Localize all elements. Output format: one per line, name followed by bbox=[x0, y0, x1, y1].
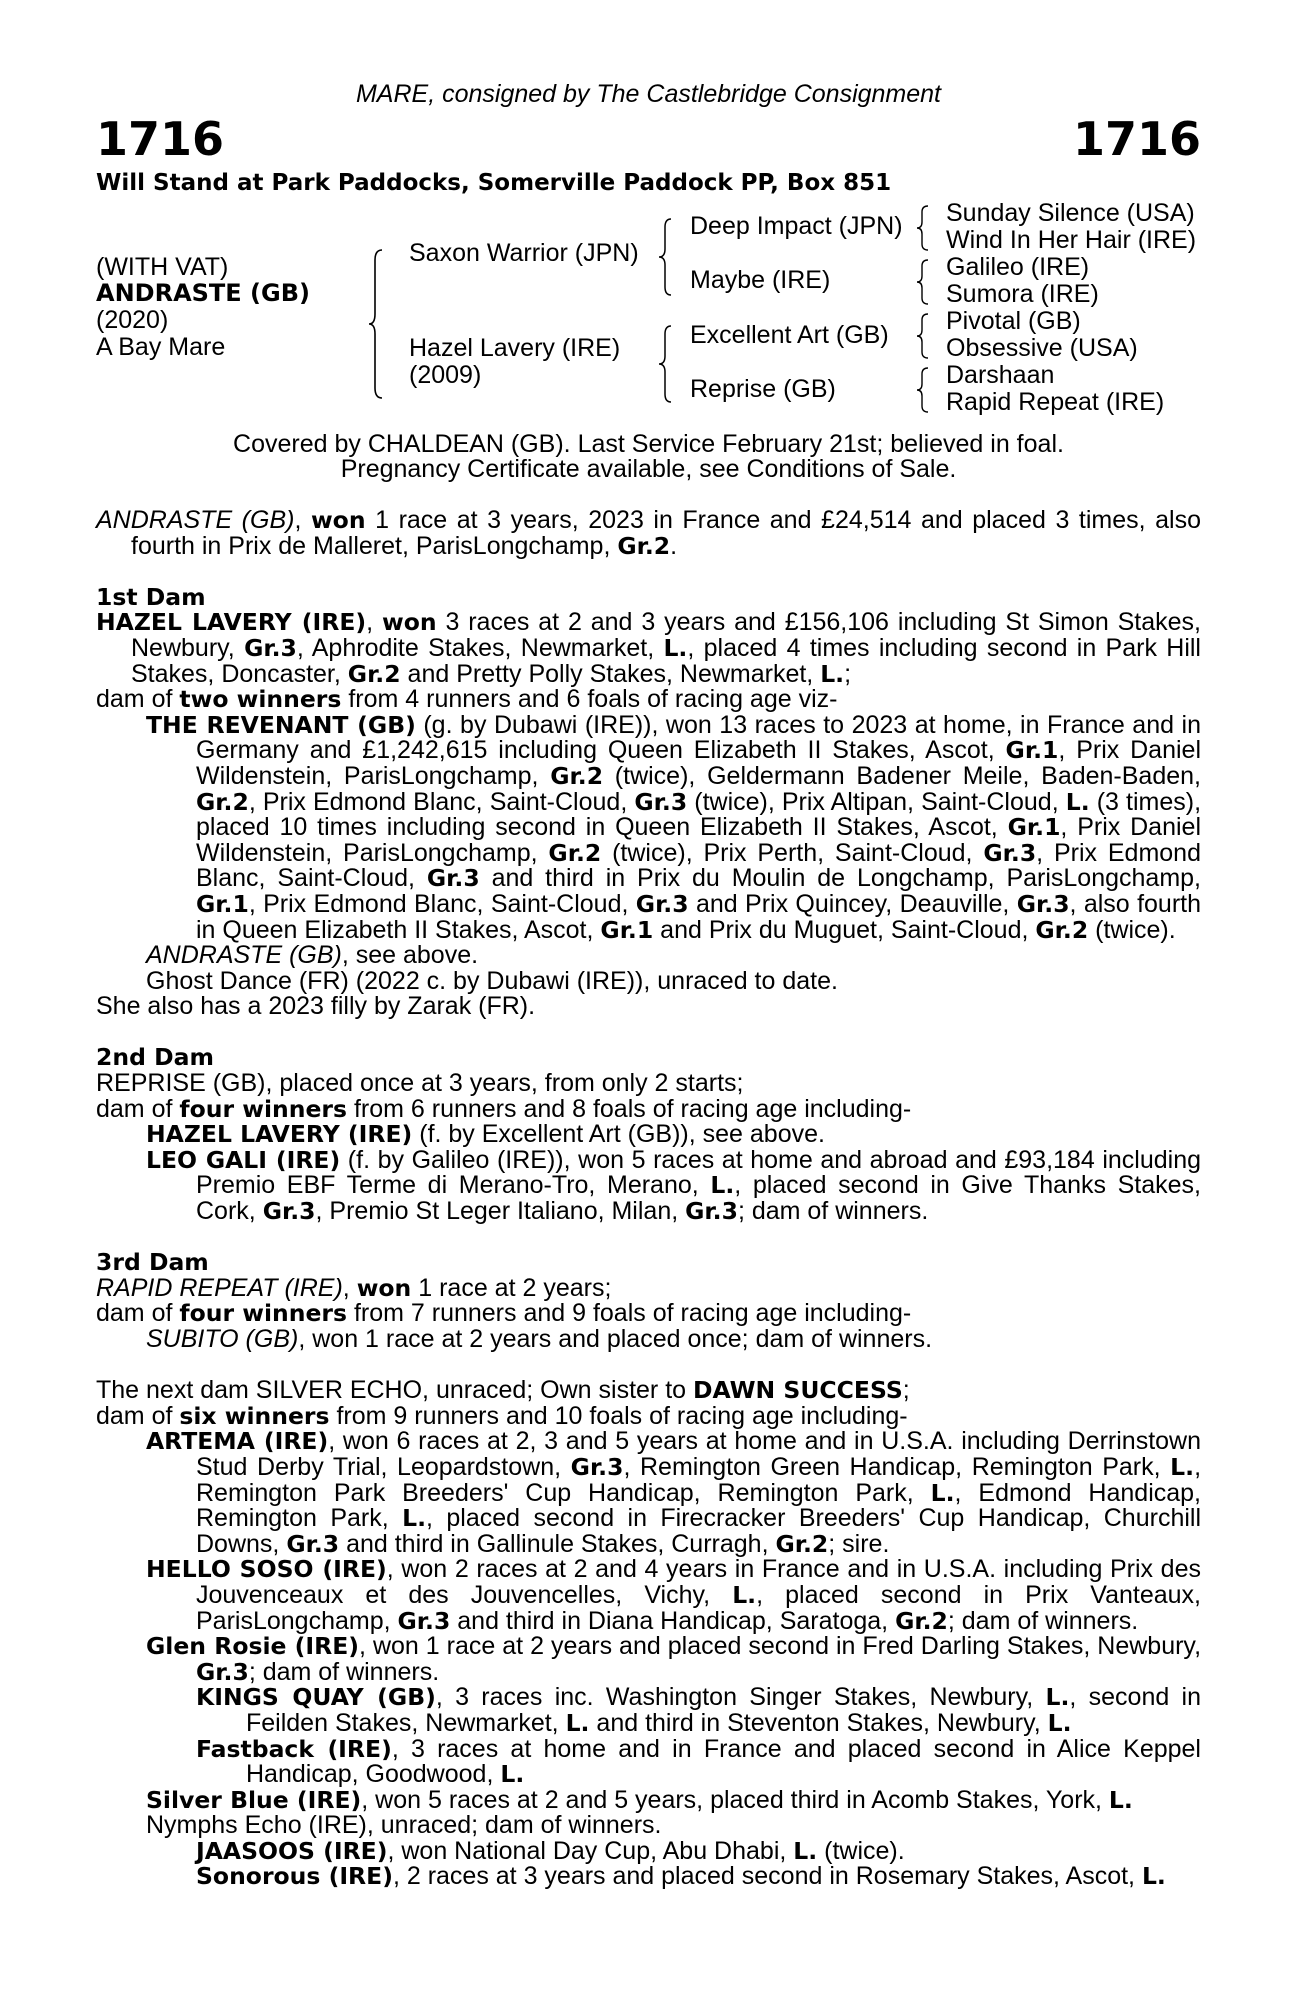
covering-note bbox=[96, 432, 1201, 482]
covering-line: Covered by CHALDEAN (GB). Last Service February 21st; believed in foal. bbox=[233, 430, 1064, 458]
dam-year: (2009) bbox=[409, 361, 482, 389]
brace-g3 bbox=[916, 312, 932, 360]
produce-silver-blue: Silver Blue (IRE), won 5 races at 2 and 5 years, placed third in Acomb Stakes, York, L. bbox=[146, 1785, 1133, 1814]
horse-record: ANDRASTE (GB), won 1 race at 3 years, 2023 in France and £24,514 and placed 3 times, also fourth in Prix de Malleret, ParisLongchamp, Gr.2. bbox=[96, 506, 1201, 560]
next-dam-produce: dam of six winners from 9 runners and 10 foals of racing age including- bbox=[96, 1401, 908, 1430]
horse-year: (2020) bbox=[96, 306, 169, 334]
produce-nymphs-echo: Nymphs Echo (IRE), unraced; dam of winners. bbox=[146, 1811, 662, 1840]
next-dam-record: The next dam SILVER ECHO, unraced; Own sister to DAWN SUCCESS; bbox=[96, 1376, 910, 1405]
lot-number-left: 1716 bbox=[96, 112, 225, 166]
sire-sire: Deep Impact (JPN) bbox=[690, 212, 903, 240]
sire-dam-dam: Sumora (IRE) bbox=[946, 280, 1099, 308]
produce-sonorous: Sonorous (IRE), 2 races at 3 years and placed second in Rosemary Stakes, Ascot, L. bbox=[196, 1862, 1166, 1891]
produce-hello-soso: HELLO SOSO (IRE), won 2 races at 2 and 4 years in France and in U.S.A. including Prix des Jouvenceaux et des Jouvencelles, Vichy, L., placed second in Prix Vanteaux, ParisLongchamp, Gr.3 and third in Diana Handicap, Saratoga, Gr.2; dam of winners. bbox=[146, 1555, 1202, 1635]
first-dam-record: HAZEL LAVERY (IRE), won 3 races at 2 and 3 years and £156,106 including St Simon Stakes, Newbury, Gr.3, Aphrodite Stakes, Newmarket, L., placed 4 times including second in Park Hill Stakes, Doncaster, Gr.2 and Pretty Polly Stakes, Newmarket, L.; bbox=[96, 608, 1201, 688]
stand-location: Will Stand at Park Paddocks, Somerville Paddock PP, Box 851 bbox=[96, 170, 892, 196]
produce-hazel-lavery: HAZEL LAVERY (IRE) (f. by Excellent Art (GB)), see above. bbox=[146, 1120, 825, 1149]
sire-dam: Maybe (IRE) bbox=[690, 266, 831, 294]
dam-dam-dam: Rapid Repeat (IRE) bbox=[946, 388, 1165, 416]
produce-jaasoos: JAASOOS (IRE), won National Day Cup, Abu Dhabi, L. (twice). bbox=[196, 1836, 905, 1865]
first-dam-produce: dam of two winners from 4 runners and 6 foals of racing age viz- bbox=[96, 685, 838, 714]
sire-sire-dam: Wind In Her Hair (IRE) bbox=[946, 226, 1197, 254]
pedigree-table bbox=[96, 200, 1201, 425]
second-dam-produce: dam of four winners from 6 runners and 8 foals of racing age including- bbox=[96, 1094, 912, 1123]
sire-dam-sire: Galileo (IRE) bbox=[946, 253, 1090, 281]
first-dam-heading: 1st Dam bbox=[96, 582, 206, 611]
pregnancy-line: Pregnancy Certificate available, see Conditions of Sale. bbox=[340, 455, 957, 483]
lot-number-right: 1716 bbox=[1072, 112, 1201, 166]
produce-ghost-dance: Ghost Dance (FR) (2022 c. by Dubawi (IRE)), unraced to date. bbox=[146, 966, 838, 995]
dam-sire: Excellent Art (GB) bbox=[690, 321, 889, 349]
dam-dam-sire: Darshaan bbox=[946, 361, 1055, 389]
horse-description: A Bay Mare bbox=[96, 333, 226, 361]
sire: Saxon Warrior (JPN) bbox=[409, 239, 639, 267]
dam: Hazel Lavery (IRE) bbox=[409, 334, 621, 362]
produce-glen-rosie: Glen Rosie (IRE), won 1 race at 2 years and placed second in Fred Darling Stakes, Newbury, Gr.3; dam of winners. bbox=[146, 1632, 1202, 1686]
vat-note: (WITH VAT) bbox=[96, 253, 229, 281]
third-dam-record: RAPID REPEAT (IRE), won 1 race at 2 years; bbox=[96, 1273, 612, 1302]
pedigree-brace-dam bbox=[658, 324, 676, 404]
produce-andraste: ANDRASTE (GB), see above. bbox=[146, 941, 479, 970]
produce-leo-gali: LEO GALI (IRE) (f. by Galileo (IRE)), won 5 races at home and abroad and £93,184 including Premio EBF Terme di Merano-Tro, Merano, L., placed second in Give Thanks Stakes, Cork, Gr.3, Premio St Leger Italiano, Milan, Gr.3; dam of winners. bbox=[146, 1145, 1201, 1226]
dam-sire-sire: Pivotal (GB) bbox=[946, 307, 1081, 335]
produce-artema: ARTEMA (IRE), won 6 races at 2, 3 and 5 years at home and in U.S.A. including Derrinstown Stud Derby Trial, Leopardstown, Gr.3, Remington Green Handicap, Remington Park, L., Remington Park Breeders' Cup Handicap, Remington Park, L., Edmond Handicap, Remington Park, L., placed second in Firecracker Breeders' Cup Handicap, Churchill Downs, Gr.3 and third in Gallinule Stakes, Curragh, Gr.2; sire. bbox=[146, 1427, 1202, 1558]
third-dam-produce: dam of four winners from 7 runners and 9 foals of racing age including- bbox=[96, 1299, 912, 1328]
pedigree-brace-main bbox=[368, 248, 388, 400]
brace-g2 bbox=[916, 258, 932, 306]
dam-dam: Reprise (GB) bbox=[690, 375, 836, 403]
pedigree-brace-sire bbox=[658, 217, 676, 297]
dam-sire-dam: Obsessive (USA) bbox=[946, 334, 1138, 362]
produce-record bbox=[96, 508, 1201, 1890]
produce-fastback: Fastback (IRE), 3 races at home and in France and placed second in Alice Keppel Handicap, Goodwood, L. bbox=[196, 1734, 1201, 1789]
horse-name: ANDRASTE (GB) bbox=[96, 279, 310, 307]
brace-g1 bbox=[916, 204, 932, 252]
produce-filly-note: She also has a 2023 filly by Zarak (FR). bbox=[96, 992, 536, 1021]
produce-kings-quay: KINGS QUAY (GB), 3 races inc. Washington Singer Stakes, Newbury, L., second in Feilden Stakes, Newmarket, L. and third in Steventon Stakes, Newbury, L. bbox=[196, 1683, 1201, 1737]
produce-the-revenant: THE REVENANT (GB) (g. by Dubawi (IRE)), won 13 races to 2023 at home, in France and in Germany and £1,242,615 including Queen Elizabeth II Stakes, Ascot, Gr.1, Prix Daniel Wildenstein, ParisLongchamp, Gr.2 (twice), Geldermann Badener Meile, Baden-Baden, Gr.2, Prix Edmond Blanc, Saint-Cloud, Gr.3 (twice), Prix Altipan, Saint-Cloud, L. (3 times), placed 10 times including second in Queen Elizabeth II Stakes, Ascot, Gr.1, Prix Daniel Wildenstein, ParisLongchamp, Gr.2 (twice), Prix Perth, Saint-Cloud, Gr.3, Prix Edmond Blanc, Saint-Cloud, Gr.3 and third in Prix du Moulin de Longchamp, ParisLongchamp, Gr.1, Prix Edmond Blanc, Saint-Cloud, Gr.3 and Prix Quincey, Deauville, Gr.3, also fourth in Queen Elizabeth II Stakes, Ascot, Gr.1 and Prix du Muguet, Saint-Cloud, Gr.2 (twice). bbox=[146, 710, 1202, 944]
produce-subito: SUBITO (GB), won 1 race at 2 years and placed once; dam of winners. bbox=[146, 1325, 933, 1353]
second-dam-record: REPRISE (GB), placed once at 3 years, from only 2 starts; bbox=[96, 1069, 744, 1098]
third-dam-heading: 3rd Dam bbox=[96, 1248, 209, 1277]
second-dam-heading: 2nd Dam bbox=[96, 1043, 214, 1072]
brace-g4 bbox=[916, 366, 932, 414]
sire-sire-sire: Sunday Silence (USA) bbox=[946, 199, 1195, 227]
consignor-line: MARE, consigned by The Castlebridge Consignment bbox=[355, 80, 942, 108]
